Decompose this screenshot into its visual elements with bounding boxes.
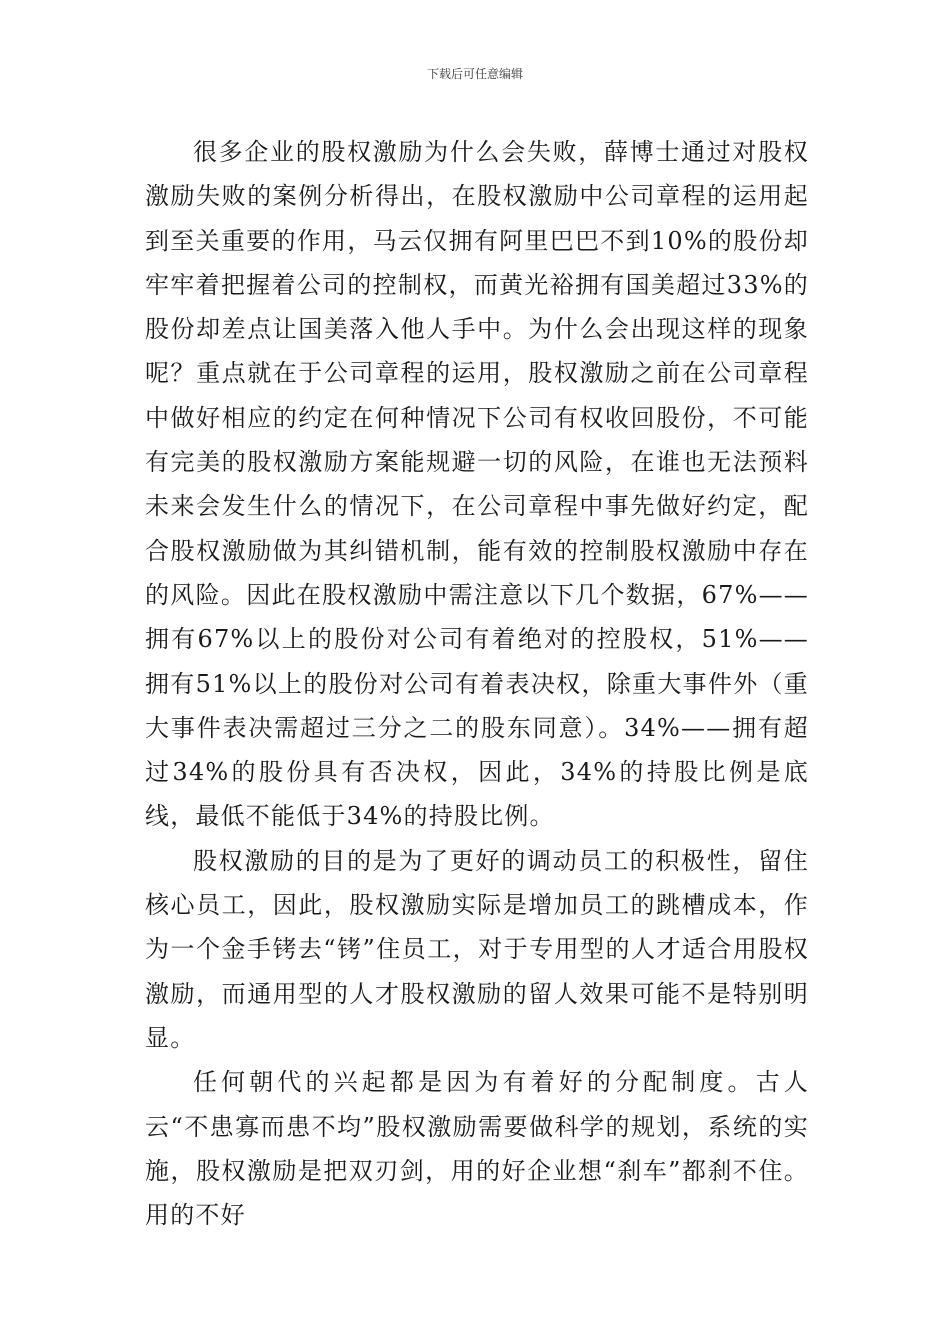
page-header: 下载后可任意编辑 [426, 67, 523, 81]
paragraph-1: 很多企业的股权激励为什么会失败，薛博士通过对股权激励失败的案例分析得出，在股权激励中公司章程的运用起到至关重要的作用，马云仅拥有阿里巴巴不到10%的股份却牢牢着把握着公司的控制权，而黄光裕拥有国美超过33%的股份却差点让国美落入他人手中。为什么会出现这样的现象呢？重点就在于公司章程的运用，股权激励之前在公司章程中做好相应的约定在何种情况下公司有权收回股份，不可能有完美的股权激励方案能规避一切的风险，在谁也无法预料未来会发生什么的情况下，在公司章程中事先做好约定，配合股权激励做为其纠错机制，能有效的控制股权激励中存在的风险。因此在股权激励中需注意以下几个数据，67%——拥有67%以上的股份对公司有着绝对的控股权，51%——拥有51%以上的股份对公司有着表决权，除重大事件外（重大事件表决需超过三分之二的股东同意）。34%——拥有超过34%的股份具有否决权，因此，34%的持股比例是底线，最低不能低于34%的持股比例。 [145, 138, 809, 831]
paragraph-3: 任何朝代的兴起都是因为有着好的分配制度。古人云“不患寡而患不均”股权激励需要做科学的规划，系统的实施，股权激励是把双刃剑，用的好企业想“刹车”都刹不住。用的不好 [145, 1068, 809, 1230]
paragraph-2: 股权激励的目的是为了更好的调动员工的积极性，留住核心员工，因此，股权激励实际是增加员工的跳槽成本，作为一个金手铐去“铐”住员工，对于专用型的人才适合用股权激励，而通用型的人才股权激励的留人效果可能不是特别明显。 [145, 846, 809, 1052]
document-body [145, 130, 809, 1237]
